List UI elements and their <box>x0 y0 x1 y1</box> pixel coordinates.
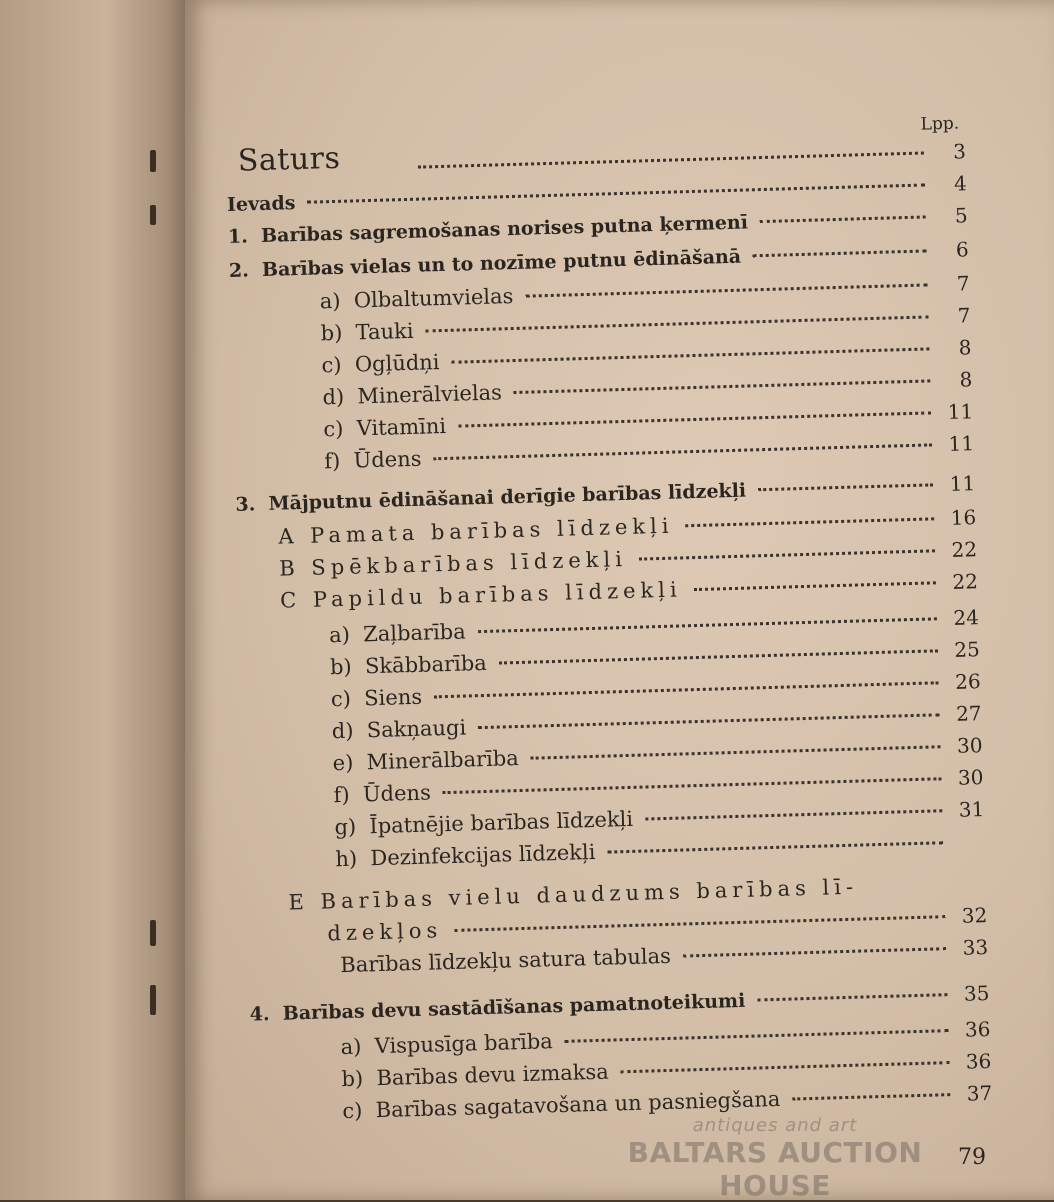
leader-dots <box>458 411 931 427</box>
toc-entry-page: 8 <box>958 335 972 360</box>
leader-dots <box>683 947 946 957</box>
toc-entry-page: 11 <box>947 399 974 424</box>
book-gutter <box>0 0 190 1200</box>
toc-entry-label: E Barības vielu daudzums barības lī- <box>288 874 859 915</box>
toc-entry-page: 22 <box>952 569 979 594</box>
toc-entry-page: 37 <box>966 1080 993 1106</box>
toc-entry-label: d) Minerālvielas <box>322 380 503 410</box>
page-number: 79 <box>958 1145 986 1170</box>
toc-entry-page: 11 <box>949 471 976 496</box>
leader-dots <box>426 315 929 332</box>
toc-entry-label: dzekļos <box>327 918 443 946</box>
toc-entry-page: 16 <box>950 505 977 530</box>
binding-stitch <box>150 985 156 1015</box>
toc-entry-page: 5 <box>954 203 969 228</box>
toc-entry-label: b) Tauki <box>320 318 414 346</box>
binding-stitch <box>150 920 156 946</box>
leader-dots <box>758 483 933 491</box>
toc-entry-label: h) Dezinfekcijas līdzekļi <box>335 839 596 872</box>
toc-entry-page: 30 <box>956 733 983 758</box>
toc-entry-label: a) Zaļbarība <box>328 619 467 648</box>
book-page <box>185 0 1054 1200</box>
toc-entry-page: 24 <box>953 605 980 630</box>
leader-dots <box>454 915 945 932</box>
toc-entry-label: Ievads <box>226 192 296 216</box>
toc-entry-label: 1. Barības sagremošanas norises putna ķermenī <box>227 211 749 248</box>
toc-entry-page: 3 <box>952 139 967 164</box>
toc-entry-label: c) Siens <box>330 684 423 712</box>
leader-dots <box>621 1061 950 1073</box>
table-of-contents <box>225 109 993 1124</box>
toc-entry-label: c) Barības sagatavošana un pasniegšana <box>342 1086 781 1124</box>
toc-entry-page: 8 <box>959 367 973 392</box>
toc-entry-page: 6 <box>955 237 969 262</box>
toc-entry-page <box>955 848 985 849</box>
toc-entry-label: f) Ūdens <box>333 780 432 808</box>
leader-dots <box>514 379 930 394</box>
leader-dots <box>478 617 937 633</box>
toc-entry-page: 32 <box>961 903 988 928</box>
toc-entry-page: 7 <box>956 271 970 296</box>
toc-entry-label: g) Īpatnējie barības līdzekļi <box>334 806 634 840</box>
watermark-tagline: antiques and art <box>692 1115 858 1136</box>
toc-entry-page: 4 <box>953 171 968 196</box>
leader-dots <box>685 517 934 527</box>
toc-entry-page: 30 <box>957 765 984 790</box>
leader-dots <box>307 183 925 203</box>
toc-entry-page: 27 <box>955 701 982 726</box>
toc-entry-label: a) Vispusīga barība <box>340 1029 554 1060</box>
leader-dots <box>607 841 943 853</box>
toc-entry-label: e) Minerālbarība <box>332 746 520 776</box>
toc-entry-label: Barības līdzekļu satura tabulas <box>340 943 672 978</box>
toc-entry-label: A Pamata barības līdzekļi <box>278 513 674 549</box>
toc-entry-page: 36 <box>964 1016 991 1042</box>
toc-entry-label: 2. Barības vielas un to nozīme putnu ēdināšanā <box>228 245 742 282</box>
toc-entry-label: f) Ūdens <box>323 446 422 474</box>
leader-dots <box>565 1029 949 1043</box>
toc-title: Saturs <box>237 140 341 179</box>
leader-dots <box>525 283 927 297</box>
toc-entry-page: 7 <box>957 303 971 328</box>
leader-dots <box>478 713 940 729</box>
leader-dots <box>792 1093 950 1100</box>
binding-stitch <box>150 205 156 225</box>
leader-dots <box>451 347 929 363</box>
leader-dots <box>499 649 938 664</box>
watermark-brand: BALTARS AUCTION HOUSE <box>627 1136 923 1202</box>
toc-entry-label: c) Vitamīni <box>323 413 447 442</box>
leader-dots <box>694 581 936 591</box>
toc-entry-label: B Spēkbarības līdzekļi <box>278 546 628 581</box>
toc-entry-page: 35 <box>963 980 990 1006</box>
toc-entry-page: 11 <box>948 431 975 456</box>
leader-dots <box>434 681 939 698</box>
toc-entry-label: a) Olbaltumvielas <box>319 284 514 314</box>
leader-dots <box>443 777 942 794</box>
toc-entry-label: d) Sakņaugi <box>331 715 467 744</box>
leader-dots <box>531 745 941 759</box>
toc-entry-label: c) Ogļūdņi <box>321 350 440 378</box>
toc-entry-page: 36 <box>965 1048 992 1074</box>
toc-entry-label: b) Skābbarība <box>329 650 488 680</box>
leader-dots <box>433 443 932 460</box>
binding-stitch <box>150 150 156 172</box>
toc-entry-page: 26 <box>954 669 982 694</box>
leader-dots <box>757 993 947 1001</box>
toc-entry-page: 25 <box>954 637 981 662</box>
toc-entry-label: C Papildu barības līdzekļi <box>279 577 682 613</box>
toc-entry-page: 22 <box>951 537 978 562</box>
toc-entry-label: 4. Barības devu sastādīšanas pamatnoteikumi <box>249 989 746 1026</box>
toc-entry-label: b) Barības devu izmaksa <box>341 1059 610 1092</box>
leader-dots <box>753 249 927 257</box>
leader-dots <box>639 549 935 560</box>
auction-watermark <box>575 1115 975 1202</box>
toc-entry-page: 33 <box>962 935 989 960</box>
page-column-header: Lpp. <box>920 113 960 135</box>
leader-dots <box>760 215 926 223</box>
leader-dots <box>418 151 924 168</box>
toc-entry-label: 3. Mājputnu ēdināšanai derīgie barības līdzekļi <box>235 479 747 516</box>
leader-dots <box>645 809 942 820</box>
toc-entry-page: 31 <box>958 797 985 822</box>
toc-entry-page <box>858 893 888 894</box>
